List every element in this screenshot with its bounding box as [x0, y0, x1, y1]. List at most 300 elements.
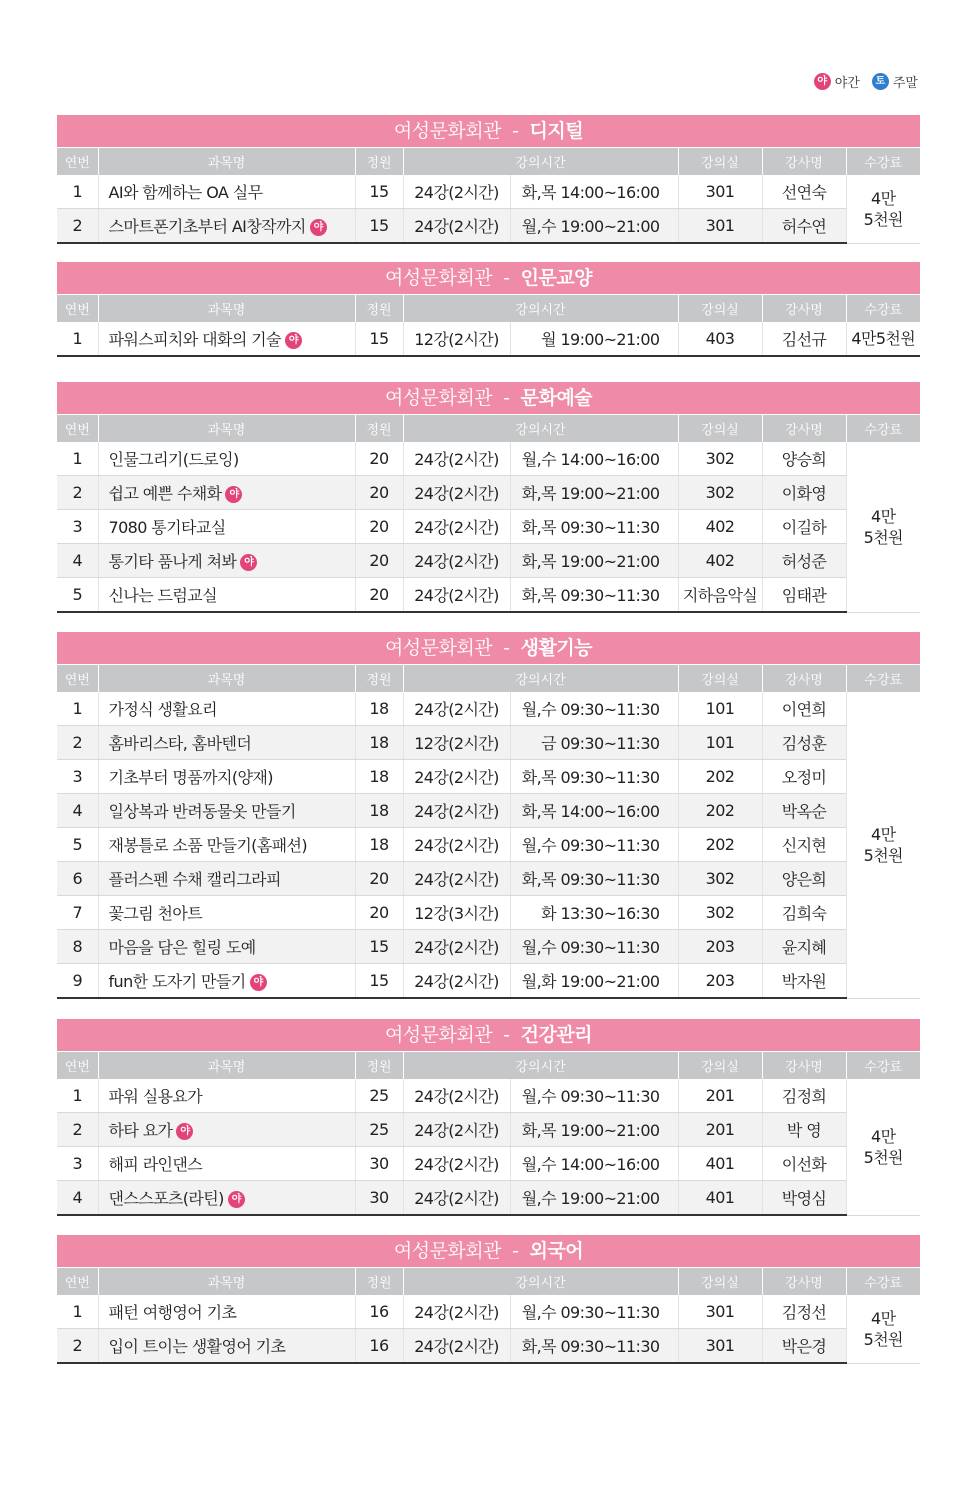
table-row [57, 510, 920, 544]
subject-cell [98, 692, 355, 726]
legend [810, 72, 918, 91]
capacity: 16 [355, 1329, 403, 1364]
night-badge-icon: 야 [240, 554, 257, 571]
capacity: 15 [355, 209, 403, 244]
class-time: 화,목 09:30~11:30 [510, 578, 678, 613]
table-row [57, 476, 920, 510]
subject-cell [98, 1295, 355, 1329]
night-badge-icon: 야 [310, 219, 327, 236]
column-header: 강의시간 [403, 665, 678, 693]
room: 202 [678, 760, 762, 794]
room: 203 [678, 964, 762, 999]
subject-name: 홈바리스타, 홈바텐더 [108, 734, 252, 753]
sessions: 24강(2시간) [403, 794, 510, 828]
sessions: 24강(2시간) [403, 828, 510, 862]
capacity: 30 [355, 1147, 403, 1181]
column-header: 강의실 [678, 665, 762, 693]
course-table [57, 1051, 920, 1216]
instructor: 선연숙 [762, 175, 846, 209]
column-header: 수강료 [846, 665, 920, 693]
sessions: 24강(2시간) [403, 1147, 510, 1181]
capacity: 18 [355, 760, 403, 794]
instructor: 신지현 [762, 828, 846, 862]
instructor: 양은희 [762, 862, 846, 896]
tuition-fee [846, 1079, 920, 1215]
course-section-5 [57, 1019, 920, 1216]
section-category: 외국어 [529, 1240, 584, 1262]
instructor: 박옥순 [762, 794, 846, 828]
instructor: 오정미 [762, 760, 846, 794]
subject-name: 가정식 생활요리 [108, 700, 217, 719]
row-number: 4 [57, 544, 98, 578]
subject-name: 꽃그림 천아트 [108, 904, 203, 923]
capacity: 20 [355, 896, 403, 930]
course-table [57, 147, 920, 244]
capacity: 20 [355, 510, 403, 544]
capacity: 20 [355, 862, 403, 896]
row-number: 5 [57, 578, 98, 613]
row-number: 3 [57, 510, 98, 544]
room: 402 [678, 510, 762, 544]
column-header-row [57, 415, 920, 443]
table-row [57, 442, 920, 476]
column-header: 정원 [355, 1268, 403, 1296]
section-title [57, 382, 920, 414]
table-row [57, 1147, 920, 1181]
instructor: 김정선 [762, 1295, 846, 1329]
subject-cell [98, 760, 355, 794]
column-header: 과목명 [98, 415, 355, 443]
room: 402 [678, 544, 762, 578]
course-table [57, 664, 920, 999]
room: 201 [678, 1079, 762, 1113]
column-header-row [57, 1268, 920, 1296]
capacity: 30 [355, 1181, 403, 1216]
section-venue: 여성문화회관 [384, 637, 493, 659]
column-header: 강사명 [762, 1268, 846, 1296]
table-row [57, 896, 920, 930]
sessions: 24강(2시간) [403, 1295, 510, 1329]
subject-name: 마음을 담은 힐링 도예 [108, 938, 256, 957]
section-category: 문화예술 [520, 387, 593, 409]
class-time: 월,수 14:00~16:00 [510, 442, 678, 476]
fee-line: 4만5천원 [851, 329, 916, 348]
instructor: 김정희 [762, 1079, 846, 1113]
table-row [57, 1329, 920, 1364]
subject-cell [98, 1079, 355, 1113]
capacity: 20 [355, 442, 403, 476]
subject-cell [98, 442, 355, 476]
tuition-fee [846, 1295, 920, 1363]
capacity: 18 [355, 794, 403, 828]
class-time: 화,목 09:30~11:30 [510, 1329, 678, 1364]
room: 302 [678, 442, 762, 476]
row-number: 3 [57, 760, 98, 794]
capacity: 18 [355, 692, 403, 726]
table-row [57, 760, 920, 794]
sessions: 24강(2시간) [403, 760, 510, 794]
sessions: 24강(2시간) [403, 175, 510, 209]
capacity: 18 [355, 726, 403, 760]
subject-name: fun한 도자기 만들기 [108, 972, 246, 991]
row-number: 3 [57, 1147, 98, 1181]
sessions: 24강(2시간) [403, 1329, 510, 1364]
room: 202 [678, 828, 762, 862]
sessions: 24강(2시간) [403, 862, 510, 896]
room: 302 [678, 896, 762, 930]
sessions: 12강(2시간) [403, 322, 510, 356]
room: 지하음악실 [678, 578, 762, 613]
row-number: 2 [57, 476, 98, 510]
column-header: 과목명 [98, 295, 355, 323]
fee-line: 5천원 [863, 845, 903, 865]
sessions: 12강(2시간) [403, 726, 510, 760]
section-venue: 여성문화회관 [393, 1240, 501, 1262]
sessions: 24강(2시간) [403, 1079, 510, 1113]
subject-cell [98, 476, 355, 510]
column-header: 정원 [355, 665, 403, 693]
subject-name: 통기타 품나게 쳐봐 [108, 552, 237, 571]
fee-line: 4만 [871, 506, 896, 526]
column-header: 연번 [57, 1052, 98, 1080]
class-time: 화,목 14:00~16:00 [510, 175, 678, 209]
tuition-fee [846, 322, 920, 356]
class-time: 월,수 19:00~21:00 [510, 1181, 678, 1216]
section-category: 생활기능 [520, 637, 593, 659]
table-row [57, 930, 920, 964]
legend-night-label: 야간 [834, 76, 860, 91]
instructor: 윤지혜 [762, 930, 846, 964]
section-dash: - [503, 267, 510, 289]
row-number: 4 [57, 1181, 98, 1216]
class-time: 화,목 19:00~21:00 [510, 544, 678, 578]
capacity: 15 [355, 322, 403, 356]
subject-cell [98, 1147, 355, 1181]
section-title [57, 632, 920, 664]
column-header: 정원 [355, 1052, 403, 1080]
subject-cell [98, 1181, 355, 1216]
column-header: 강사명 [762, 1052, 846, 1080]
class-time: 금 09:30~11:30 [510, 726, 678, 760]
column-header: 정원 [355, 295, 403, 323]
subject-name: 플러스펜 수채 캘리그라피 [108, 870, 281, 889]
course-section-1 [57, 115, 920, 244]
class-time: 화,목 14:00~16:00 [510, 794, 678, 828]
row-number: 4 [57, 794, 98, 828]
night-badge-icon: 야 [250, 974, 267, 991]
table-row [57, 1295, 920, 1329]
course-section-3 [57, 382, 920, 613]
column-header: 연번 [57, 665, 98, 693]
table-row [57, 209, 920, 244]
night-badge-icon: 야 [225, 486, 242, 503]
table-row [57, 322, 920, 356]
subject-name: 신나는 드럼교실 [108, 586, 217, 605]
table-row [57, 578, 920, 613]
subject-cell [98, 322, 355, 356]
fee-line: 4만 [871, 188, 896, 208]
instructor: 박은경 [762, 1329, 846, 1364]
column-header: 수강료 [846, 1268, 920, 1296]
column-header: 강의실 [678, 148, 762, 176]
subject-cell [98, 862, 355, 896]
subject-cell [98, 1329, 355, 1364]
instructor: 이길하 [762, 510, 846, 544]
column-header: 연번 [57, 1268, 98, 1296]
instructor: 양승희 [762, 442, 846, 476]
table-row [57, 1079, 920, 1113]
subject-cell [98, 510, 355, 544]
subject-name: 해피 라인댄스 [108, 1155, 203, 1174]
night-badge-icon: 야 [285, 332, 302, 349]
section-dash: - [512, 1240, 519, 1262]
column-header: 강사명 [762, 295, 846, 323]
sessions: 24강(2시간) [403, 209, 510, 244]
instructor: 김성훈 [762, 726, 846, 760]
fee-line: 4만 [871, 1126, 896, 1146]
fee-line: 5천원 [863, 1329, 903, 1349]
sessions: 24강(2시간) [403, 578, 510, 613]
column-header: 연번 [57, 415, 98, 443]
table-row [57, 862, 920, 896]
room: 202 [678, 794, 762, 828]
instructor: 이화영 [762, 476, 846, 510]
column-header: 과목명 [98, 1052, 355, 1080]
capacity: 25 [355, 1113, 403, 1147]
instructor: 김선규 [762, 322, 846, 356]
row-number: 1 [57, 322, 98, 356]
row-number: 8 [57, 930, 98, 964]
section-venue: 여성문화회관 [384, 267, 493, 289]
class-time: 월,화 19:00~21:00 [510, 964, 678, 999]
column-header-row [57, 295, 920, 323]
class-time: 화,목 19:00~21:00 [510, 476, 678, 510]
column-header: 강사명 [762, 665, 846, 693]
room: 101 [678, 726, 762, 760]
class-time: 화,목 09:30~11:30 [510, 510, 678, 544]
row-number: 1 [57, 1295, 98, 1329]
section-category: 디지털 [529, 120, 584, 142]
section-title [57, 262, 920, 294]
section-category: 건강관리 [520, 1024, 593, 1046]
subject-cell [98, 175, 355, 209]
night-badge-icon: 야 [228, 1191, 245, 1208]
table-row [57, 1181, 920, 1216]
subject-name: 하타 요가 [108, 1121, 173, 1140]
subject-cell [98, 544, 355, 578]
tuition-fee [846, 692, 920, 998]
room: 401 [678, 1147, 762, 1181]
class-time: 월,수 19:00~21:00 [510, 209, 678, 244]
class-time: 월,수 09:30~11:30 [510, 1079, 678, 1113]
section-dash: - [503, 387, 510, 409]
table-row [57, 828, 920, 862]
column-header: 정원 [355, 148, 403, 176]
instructor: 이연희 [762, 692, 846, 726]
section-title [57, 1019, 920, 1051]
instructor: 이선화 [762, 1147, 846, 1181]
capacity: 18 [355, 828, 403, 862]
table-row [57, 794, 920, 828]
instructor: 김희숙 [762, 896, 846, 930]
column-header: 과목명 [98, 665, 355, 693]
room: 301 [678, 1329, 762, 1364]
course-table [57, 294, 920, 357]
column-header: 강의시간 [403, 1052, 678, 1080]
section-venue: 여성문화회관 [384, 1024, 493, 1046]
subject-cell [98, 1113, 355, 1147]
class-time: 월,수 09:30~11:30 [510, 1295, 678, 1329]
table-row [57, 692, 920, 726]
subject-cell [98, 794, 355, 828]
section-title [57, 115, 920, 147]
column-header: 강의실 [678, 295, 762, 323]
sessions: 24강(2시간) [403, 964, 510, 999]
sessions: 24강(2시간) [403, 930, 510, 964]
subject-cell [98, 896, 355, 930]
capacity: 20 [355, 476, 403, 510]
room: 302 [678, 862, 762, 896]
tuition-fee [846, 175, 920, 243]
column-header-row [57, 665, 920, 693]
row-number: 7 [57, 896, 98, 930]
subject-name: 기초부터 명품까지(양재) [108, 768, 273, 787]
fee-line: 4만 [871, 1308, 896, 1328]
subject-name: 입이 트이는 생활영어 기초 [108, 1337, 286, 1356]
row-number: 9 [57, 964, 98, 999]
subject-cell [98, 209, 355, 244]
subject-name: 인물그리기(드로잉) [108, 450, 239, 469]
table-row [57, 726, 920, 760]
class-time: 월,수 09:30~11:30 [510, 930, 678, 964]
capacity: 16 [355, 1295, 403, 1329]
class-time: 월,수 09:30~11:30 [510, 828, 678, 862]
course-table [57, 1267, 920, 1364]
sessions: 12강(3시간) [403, 896, 510, 930]
capacity: 25 [355, 1079, 403, 1113]
sessions: 24강(2시간) [403, 1181, 510, 1216]
sessions: 24강(2시간) [403, 476, 510, 510]
legend-weekend-label: 주말 [892, 76, 918, 91]
class-time: 월,수 09:30~11:30 [510, 692, 678, 726]
column-header: 연번 [57, 295, 98, 323]
column-header: 수강료 [846, 415, 920, 443]
class-time: 화,목 09:30~11:30 [510, 862, 678, 896]
row-number: 2 [57, 1329, 98, 1364]
course-section-2 [57, 262, 920, 357]
column-header-row [57, 148, 920, 176]
fee-line: 5천원 [863, 209, 903, 229]
capacity: 20 [355, 544, 403, 578]
column-header: 정원 [355, 415, 403, 443]
weekend-badge-icon: 토 [872, 73, 889, 90]
section-venue: 여성문화회관 [384, 387, 493, 409]
subject-cell [98, 726, 355, 760]
class-time: 화,목 09:30~11:30 [510, 760, 678, 794]
subject-cell [98, 964, 355, 999]
subject-name: 7080 통기타교실 [108, 518, 226, 537]
column-header: 수강료 [846, 295, 920, 323]
fee-line: 4만 [871, 824, 896, 844]
subject-name: 패턴 여행영어 기초 [108, 1303, 237, 1322]
column-header: 과목명 [98, 1268, 355, 1296]
subject-name: 스마트폰기초부터 AI창작까지 [108, 217, 306, 236]
subject-cell [98, 828, 355, 862]
course-table [57, 414, 920, 613]
section-title [57, 1235, 920, 1267]
capacity: 20 [355, 578, 403, 613]
subject-name: 파워 실용요가 [108, 1087, 203, 1106]
night-badge-icon: 야 [176, 1123, 193, 1140]
subject-name: 재봉틀로 소품 만들기(홈패션) [108, 836, 308, 855]
column-header: 강의시간 [403, 1268, 678, 1296]
table-row [57, 964, 920, 999]
section-category: 인문교양 [520, 267, 593, 289]
capacity: 15 [355, 964, 403, 999]
class-time: 월,수 14:00~16:00 [510, 1147, 678, 1181]
room: 302 [678, 476, 762, 510]
capacity: 15 [355, 930, 403, 964]
capacity: 15 [355, 175, 403, 209]
sessions: 24강(2시간) [403, 442, 510, 476]
class-time: 화 13:30~16:30 [510, 896, 678, 930]
column-header: 강의실 [678, 1052, 762, 1080]
row-number: 1 [57, 692, 98, 726]
fee-line: 5천원 [863, 527, 903, 547]
room: 301 [678, 1295, 762, 1329]
section-dash: - [503, 1024, 510, 1046]
section-dash: - [503, 637, 510, 659]
course-section-4 [57, 632, 920, 999]
column-header-row [57, 1052, 920, 1080]
subject-name: 일상복과 반려동물옷 만들기 [108, 802, 296, 821]
row-number: 2 [57, 1113, 98, 1147]
room: 401 [678, 1181, 762, 1216]
row-number: 1 [57, 442, 98, 476]
instructor: 허수연 [762, 209, 846, 244]
row-number: 5 [57, 828, 98, 862]
column-header: 강의시간 [403, 295, 678, 323]
column-header: 강의시간 [403, 148, 678, 176]
column-header: 강의시간 [403, 415, 678, 443]
table-row [57, 544, 920, 578]
column-header: 강사명 [762, 415, 846, 443]
instructor: 임태관 [762, 578, 846, 613]
room: 301 [678, 209, 762, 244]
instructor: 박자원 [762, 964, 846, 999]
room: 101 [678, 692, 762, 726]
room: 301 [678, 175, 762, 209]
table-row [57, 175, 920, 209]
sessions: 24강(2시간) [403, 692, 510, 726]
row-number: 2 [57, 209, 98, 244]
sessions: 24강(2시간) [403, 1113, 510, 1147]
column-header: 강사명 [762, 148, 846, 176]
room: 201 [678, 1113, 762, 1147]
column-header: 강의실 [678, 415, 762, 443]
room: 403 [678, 322, 762, 356]
row-number: 1 [57, 1079, 98, 1113]
class-time: 월 19:00~21:00 [510, 322, 678, 356]
column-header: 연번 [57, 148, 98, 176]
instructor: 박영심 [762, 1181, 846, 1216]
subject-cell [98, 578, 355, 613]
course-section-6 [57, 1235, 920, 1364]
section-dash: - [512, 120, 519, 142]
column-header: 수강료 [846, 148, 920, 176]
sessions: 24강(2시간) [403, 544, 510, 578]
column-header: 강의실 [678, 1268, 762, 1296]
